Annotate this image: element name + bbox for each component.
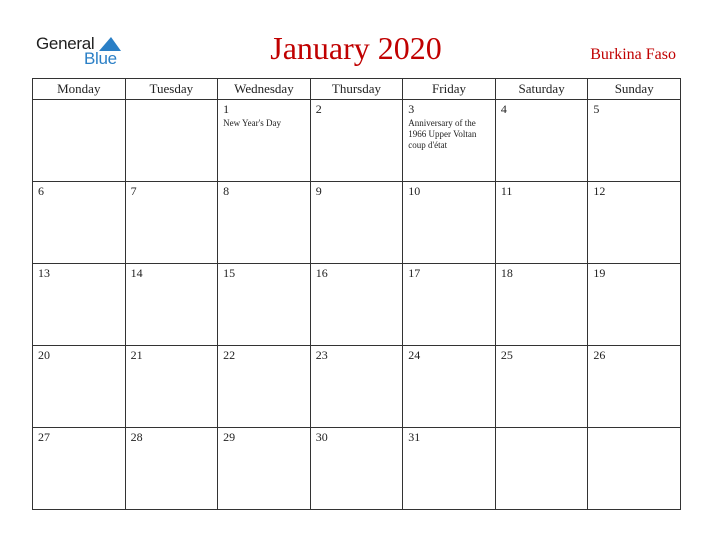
day-number: 17 [408,266,421,280]
day-cell [495,100,588,182]
holiday-label: Anniversary of the 1966 Upper Voltan coup d'état [408,118,477,150]
day-cell [310,182,403,264]
weekday-header: Thursday [310,79,403,100]
day-cell [125,182,218,264]
day-cell [403,264,496,346]
day-cell [33,428,126,510]
day-cell [403,182,496,264]
day-number: 20 [38,348,50,362]
day-cell [588,264,681,346]
country-label: Burkina Faso [590,46,676,63]
day-cell [495,428,588,510]
day-number: 22 [223,348,236,362]
day-cell [495,182,588,264]
day-cell [218,100,311,182]
weekday-header: Saturday [495,79,588,100]
day-cell [125,100,218,182]
weekday-header: Tuesday [125,79,218,100]
day-number: 7 [130,184,137,198]
calendar-week-row [33,428,681,510]
day-number: 4 [500,102,507,116]
day-number: 19 [593,266,606,280]
page-title: January 2020 [270,30,442,66]
day-cell [310,100,403,182]
day-number: 23 [315,348,328,362]
day-number: 25 [500,348,513,362]
day-cell [218,428,311,510]
day-number: 11 [500,184,513,198]
day-cell [218,182,311,264]
day-number: 8 [223,184,230,198]
day-cell [33,264,126,346]
day-number: 1 [223,102,230,116]
day-number: 10 [408,184,421,198]
day-number: 24 [408,348,421,362]
day-number: 18 [500,266,513,280]
day-cell [495,264,588,346]
day-cell [495,346,588,428]
day-number: 29 [223,430,236,444]
weekday-header: Friday [403,79,496,100]
calendar-week-row [33,346,681,428]
weekday-header: Wednesday [218,79,311,100]
calendar-week-row [33,182,681,264]
day-number: 9 [315,184,322,198]
day-number: 13 [38,266,50,280]
day-number: 30 [315,430,328,444]
day-number: 26 [593,348,606,362]
day-cell [588,100,681,182]
day-cell [403,100,496,182]
day-number: 3 [408,102,415,116]
day-number: 15 [223,266,236,280]
weekday-header: Sunday [588,79,681,100]
day-cell [33,346,126,428]
logo-text-blue: Blue [84,49,117,68]
day-number: 27 [38,430,50,444]
calendar-week-row [33,264,681,346]
day-cell [403,428,496,510]
day-number: 5 [593,102,600,116]
day-number: 2 [315,102,322,116]
day-cell [588,428,681,510]
day-number: 31 [408,430,421,444]
day-cell [310,428,403,510]
day-cell [125,428,218,510]
weekday-header-row [33,79,681,100]
day-cell [33,182,126,264]
day-number: 21 [130,348,143,362]
day-cell [218,346,311,428]
day-number: 28 [130,430,143,444]
calendar-grid [32,78,681,510]
day-number: 14 [130,266,143,280]
day-cell [310,264,403,346]
weekday-header: Monday [33,79,126,100]
day-cell [588,346,681,428]
calendar-week-row [33,100,681,182]
day-cell [218,264,311,346]
day-cell [310,346,403,428]
day-number: 12 [593,184,606,198]
day-cell [588,182,681,264]
calendar-body [33,100,681,510]
day-number: 6 [38,184,44,198]
day-cell [403,346,496,428]
day-number: 16 [315,266,328,280]
holiday-label: New Year's Day [223,118,281,128]
day-cell [125,346,218,428]
day-cell [33,100,126,182]
day-cell [125,264,218,346]
logo-text-general: General [36,34,95,53]
